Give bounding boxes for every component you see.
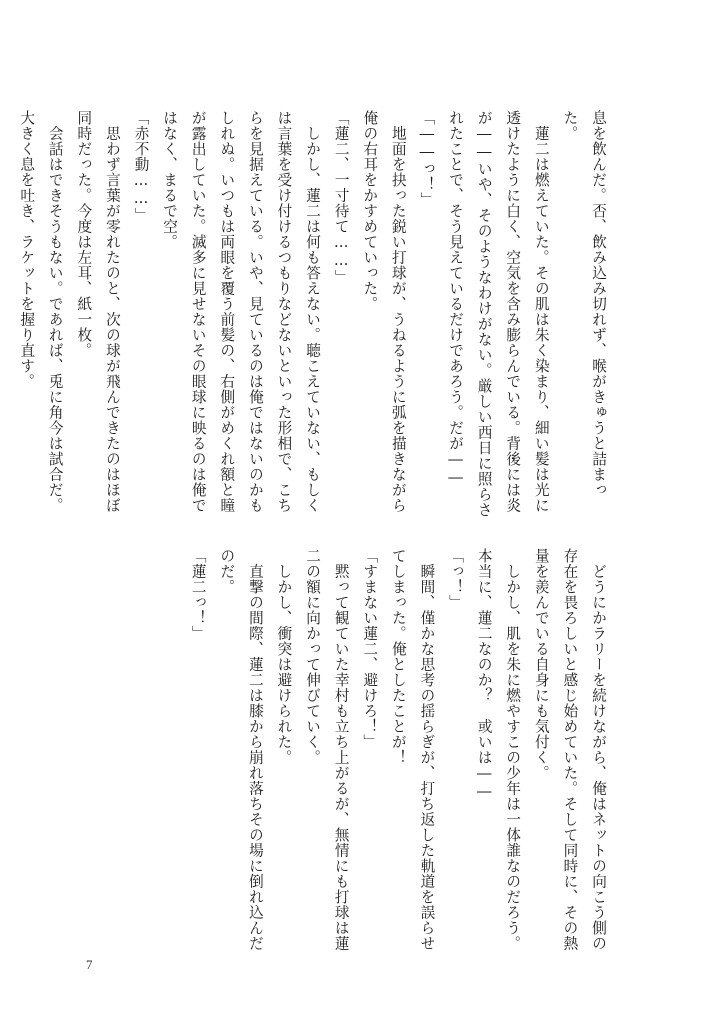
text-line: 「すまない蓮二、避けろ！」 — [361, 548, 379, 750]
text-line: 息を飲んだ。否、飲み込み切れず、喉がきゅうと詰まっ — [590, 110, 607, 498]
text-block-bottom — [189, 548, 612, 951]
text-line: 透けたように白く、空気を含み膨らんでいる。背後には炎 — [504, 110, 522, 513]
text-line: しかし、肌を朱に燃やすこの少年は一体誰なのだろう。 — [504, 548, 522, 951]
text-line: 俺の右耳をかすめていった。 — [361, 110, 379, 312]
text-line: 「蓮二、一寸待て……」 — [332, 110, 350, 286]
text-line: しかし、蓮二は何も答えない。聴こえていない、もしく — [304, 110, 322, 513]
text-line: らを見据えている。いや、見ているのは俺ではないのかも — [246, 110, 264, 513]
text-block-top — [18, 110, 612, 518]
text-line: 同時だった。今度は左耳、紙一枚。 — [75, 110, 93, 358]
text-line: が――いや、そのようなわけがない。厳しい西日に照らさ — [475, 110, 493, 518]
text-line: 量を羨んでいる自身にも気付く。 — [532, 548, 550, 781]
text-line: は言葉を受け付けるつもりなどないといった形相で、こち — [275, 110, 293, 513]
text-line: しかし、衝突は避けられた。 — [275, 548, 293, 765]
text-line: 二の額に向かって伸びていく。 — [304, 548, 322, 765]
text-line: 直撃の間際、蓮二は膝から崩れ落ちその場に倒れ込んだ — [246, 548, 264, 951]
text-line: 「蓮二っ！」 — [189, 548, 207, 641]
text-line: が露出していた。滅多に見せないその眼球に映るのは俺で — [189, 110, 207, 513]
text-line: 大きく息を吐き、ラケットを握り直す。 — [18, 110, 36, 389]
text-line: れたことで、そう見えているだけであろう。だが―― — [447, 110, 465, 487]
text-line: 地面を抉った鋭い打球が、うねるように弧を描きながら — [389, 110, 407, 513]
text-line: 「赤不動……」 — [132, 110, 150, 224]
text-line: どうにかラリーを続けながら、俺はネットの向こう側の — [590, 548, 607, 951]
text-line: 思わず言葉が零れたのと、次の球が飛んできたのはほぼ — [103, 110, 121, 513]
text-line: た。 — [561, 110, 579, 141]
text-line: 会話はできそうもない。であれば、兎に角今は試合だ。 — [46, 110, 64, 513]
page-number: 7 — [86, 957, 93, 972]
text-line: 黙って観ていた幸村も立ち上がるが、無情にも打球は蓮 — [332, 548, 350, 951]
text-line: 蓮二は燃えていた。その肌は朱く染まり、細い髪は光に — [532, 110, 550, 513]
text-line: 瞬間、僅かな思考の揺らぎが、打ち返した軌道を誤らせ — [418, 548, 436, 951]
text-line: 「っ！」 — [447, 548, 465, 610]
text-line: のだ。 — [218, 548, 236, 595]
text-line: 本当に、蓮二なのか？ 或いは―― — [475, 548, 493, 801]
text-line: しれぬ。いつもは両眼を覆う前髪の、右側がめくれ額と瞳 — [218, 110, 236, 513]
text-line: てしまった。俺としたことが！ — [389, 548, 407, 765]
text-line: 存在を畏ろしいと感じ始めていた。そして同時に、その熱 — [561, 548, 579, 951]
text-line: 「――っ！」 — [418, 110, 436, 208]
text-line: はなく、まるで空。 — [161, 110, 179, 250]
